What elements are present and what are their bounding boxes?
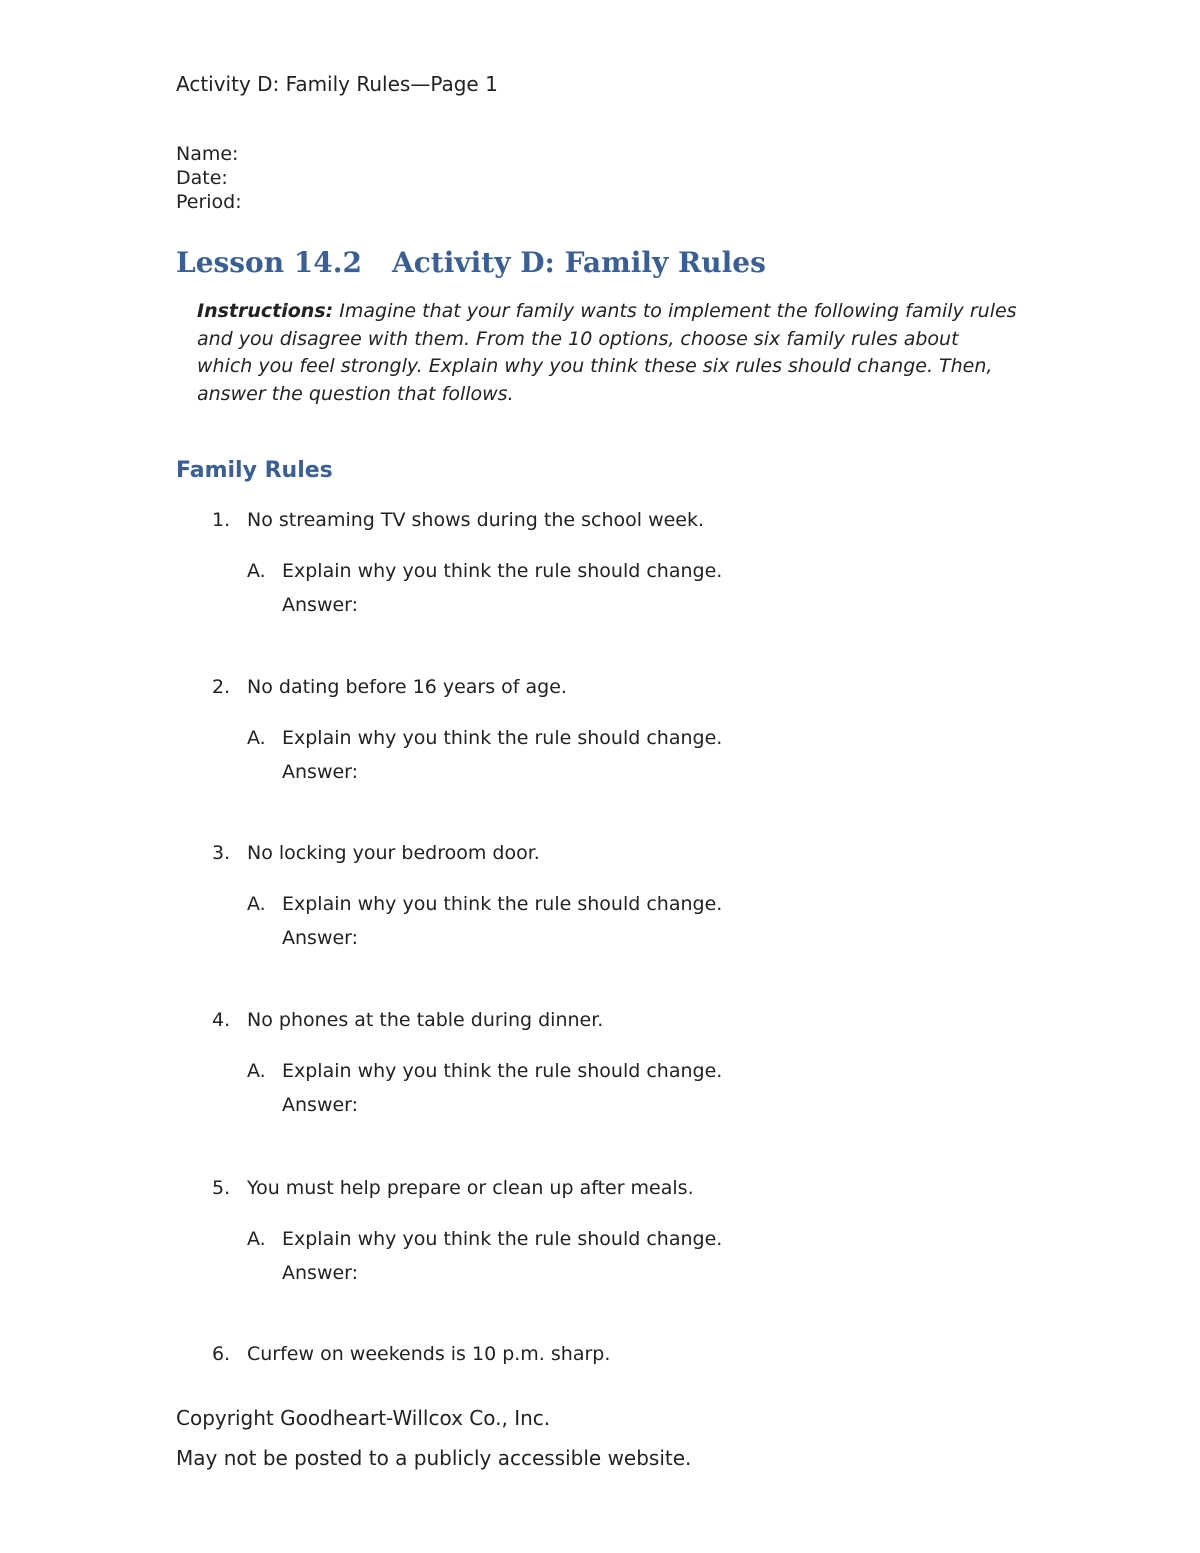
rule-text: No streaming TV shows during the school week.: [247, 509, 705, 531]
instructions-text: Imagine that your family wants to implement the following family rules and you disagree with them. From the 10 options, choose six family rules about which you feel strongly. Explain why you think these six rules should change. Then, answer the question that follows.: [197, 300, 1017, 405]
sub-item-prompt: Explain why you think the rule should change.: [282, 1060, 723, 1082]
instructions-label: Instructions:: [197, 300, 334, 322]
lesson-number: Lesson 14.2: [176, 246, 363, 279]
answer-label: Answer:: [282, 927, 359, 949]
instructions-paragraph: [197, 298, 1017, 408]
sub-item-prompt: Explain why you think the rule should change.: [282, 893, 723, 915]
name-field-label: Name:: [176, 143, 239, 165]
sub-item-prompt: Explain why you think the rule should change.: [282, 1228, 723, 1250]
sub-item-letter: A.: [247, 727, 266, 749]
sub-item-letter: A.: [247, 893, 266, 915]
sub-item-letter: A.: [247, 560, 266, 582]
rule-text: No locking your bedroom door.: [247, 842, 540, 864]
posting-notice: May not be posted to a publicly accessible website.: [176, 1446, 692, 1470]
period-field-label: Period:: [176, 191, 242, 213]
running-header: Activity D: Family Rules—Page 1: [176, 72, 498, 96]
rule-text: Curfew on weekends is 10 p.m. sharp.: [247, 1343, 611, 1365]
sub-item-prompt: Explain why you think the rule should change.: [282, 560, 723, 582]
sub-item-letter: A.: [247, 1228, 266, 1250]
answer-label: Answer:: [282, 761, 359, 783]
rule-text: No dating before 16 years of age.: [247, 676, 567, 698]
answer-label: Answer:: [282, 594, 359, 616]
rule-number: 2.: [212, 676, 231, 698]
rule-number: 1.: [212, 509, 231, 531]
rule-number: 6.: [212, 1343, 231, 1365]
answer-label: Answer:: [282, 1262, 359, 1284]
rule-text: No phones at the table during dinner.: [247, 1009, 604, 1031]
rule-number: 3.: [212, 842, 231, 864]
sub-item-letter: A.: [247, 1060, 266, 1082]
answer-label: Answer:: [282, 1094, 359, 1116]
rule-number: 5.: [212, 1177, 231, 1199]
student-info-fields: [176, 142, 242, 214]
section-heading: Family Rules: [176, 458, 333, 483]
rule-text: You must help prepare or clean up after meals.: [247, 1177, 694, 1199]
copyright-notice: Copyright Goodheart-Willcox Co., Inc.: [176, 1406, 551, 1430]
lesson-title: [176, 246, 766, 279]
sub-item-prompt: Explain why you think the rule should change.: [282, 727, 723, 749]
rule-number: 4.: [212, 1009, 231, 1031]
date-field-label: Date:: [176, 167, 228, 189]
activity-title: Activity D: Family Rules: [392, 246, 766, 279]
